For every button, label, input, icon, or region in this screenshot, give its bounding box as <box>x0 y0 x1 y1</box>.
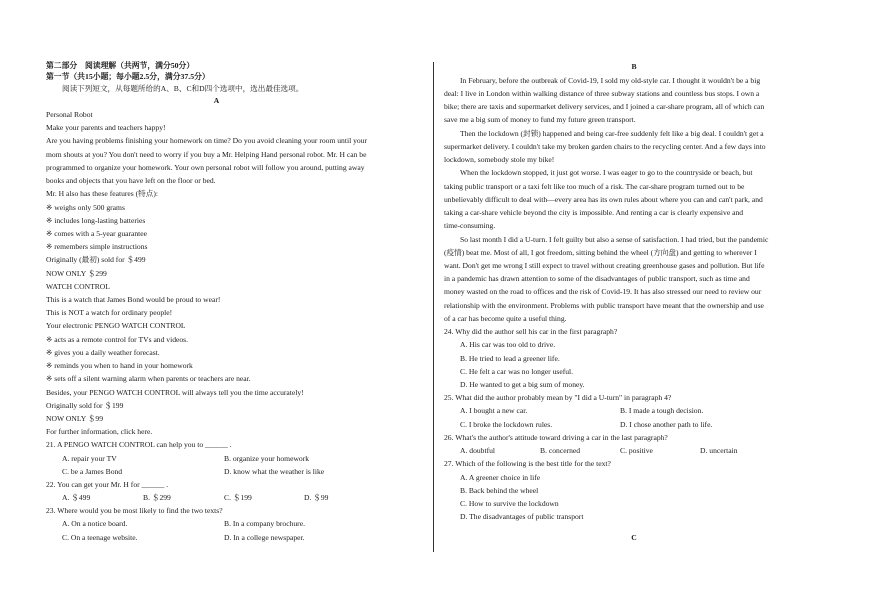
feature-item: ※ sets off a silent warning alarm when parents or teachers are near. <box>46 374 251 383</box>
feature-item: ※ includes long-lasting batteries <box>46 216 146 225</box>
question-22-option-b: B. ＄299 <box>143 493 171 502</box>
question-22-stem: 22. You can get your Mr. H for ______ . <box>46 480 169 489</box>
question-21-stem: 21. A PENGO WATCH CONTROL can help you to ______ . <box>46 440 232 449</box>
passage-line: Make your parents and teachers happy! <box>46 123 166 132</box>
passage-line: books and objects that you have left on the floor or bed. <box>46 176 216 185</box>
passage-line: of a car has become quite a useful thing. <box>444 314 567 323</box>
passage-line: This is a watch that James Bond would be proud to wear! <box>46 295 221 304</box>
question-26-stem: 26. What's the author's attitude toward driving a car in the last paragraph? <box>444 433 668 442</box>
passage-line: bike; there are taxis and supermarket delivery services, and I joined a car-share program, all of which can <box>444 102 765 111</box>
question-21-option-c: C. be a James Bond <box>62 467 123 476</box>
question-22-option-d: D. ＄99 <box>304 493 329 502</box>
passage-line: In February, before the outbreak of Covid-19, I sold my old-style car. I thought it wouldn't be a big <box>460 76 761 85</box>
passage-line: money wasted on the road to offices and the risk of Covid-19. It has also stressed our need to review our <box>444 287 762 296</box>
passage-line: Personal Robot <box>46 110 93 119</box>
passage-line: relationship with the environment. Problems with public transport have meant that the ownership and use <box>444 301 764 310</box>
passage-line: When the lockdown stopped, it just got worse. I was eager to go to the countryside or beach, but <box>460 168 753 177</box>
passage-line: Your electronic PENGO WATCH CONTROL <box>46 321 186 330</box>
question-23-option-c: C. On a teenage website. <box>62 533 138 542</box>
price-line: Originally sold for ＄199 <box>46 401 124 410</box>
question-23-option-b: B. In a company brochure. <box>224 519 305 528</box>
question-27-option-c: C. How to survive the lockdown <box>460 499 559 508</box>
question-26-option-d: D. uncertain <box>700 446 738 455</box>
question-25-option-d: D. I chose another path to life. <box>620 420 713 429</box>
question-24-option-a: A. His car was too old to drive. <box>460 340 556 349</box>
passage-line: For further information, click here. <box>46 427 153 436</box>
passage-a-label: A <box>213 96 220 105</box>
question-23-stem: 23. Where would you be most likely to find the two texts? <box>46 506 223 515</box>
passage-line: This is NOT a watch for ordinary people! <box>46 308 173 317</box>
question-26-option-a: A. doubtful <box>460 446 496 455</box>
passage-line: unbelievably difficult to deal with—every area has its own rules about where you can and can't park, and <box>444 195 763 204</box>
passage-line: So last month I did a U-turn. I felt guilty but also a sense of satisfaction. I had tried, but the pandemic <box>460 235 769 244</box>
passage-line: want. Don't get me wrong I still expect to travel without creating greenhouse gases and pollution. But life <box>444 261 765 270</box>
question-25-stem: 25. What did the author probably mean by "I did a U-turn" in paragraph 4? <box>444 393 672 402</box>
question-24-option-d: D. He wanted to get a big sum of money. <box>460 380 585 389</box>
question-27-option-b: B. Back behind the wheel <box>460 486 539 495</box>
question-21-option-d: D. know what the weather is like <box>224 467 325 476</box>
passage-line: programmed to organize your homework. Your own personal robot will follow you around, putting away <box>46 163 365 172</box>
passage-line: Mr. H also has these features (特点): <box>46 189 158 198</box>
subsection-heading: 第一节（共15小题；每小题2.5分，满分37.5分） <box>46 72 210 81</box>
price-line: NOW ONLY ＄299 <box>46 269 107 278</box>
question-25-option-c: C. I broke the lockdown rules. <box>460 420 553 429</box>
question-27-option-a: A. A greener choice in life <box>460 473 541 482</box>
question-23-option-a: A. On a notice board. <box>62 519 128 528</box>
feature-item: ※ comes with a 5-year guarantee <box>46 229 148 238</box>
passage-line: taking public transport or a taxi felt like too much of a risk. The car-share program turned out to be <box>444 182 745 191</box>
instruction-text: 阅读下列短文，从每题所给的A、B、C和D四个选项中，选出最佳选项。 <box>62 84 304 93</box>
question-27-stem: 27. Which of the following is the best title for the text? <box>444 459 611 468</box>
passage-line: supermarket delivery. I couldn't take my broken garden chairs to the recycling center. And a few days into <box>444 142 766 151</box>
question-24-stem: 24. Why did the author sell his car in the first paragraph? <box>444 327 618 336</box>
feature-item: ※ acts as a remote control for TVs and videos. <box>46 335 189 344</box>
question-25-option-b: B. I made a tough decision. <box>620 406 704 415</box>
question-24-option-b: B. He tried to lead a greener life. <box>460 354 560 363</box>
passage-line: Besides, your PENGO WATCH CONTROL will always tell you the time accurately! <box>46 388 304 397</box>
price-line: Originally (最初) sold for ＄499 <box>46 255 146 264</box>
passage-line: Are you having problems finishing your homework on time? Do you avoid cleaning your room until your <box>46 136 367 145</box>
passage-c-label: C <box>631 533 637 542</box>
price-line: NOW ONLY ＄99 <box>46 414 104 423</box>
passage-line: deal: I live in London within walking distance of three subway stations and countless bus stops. I own a <box>444 89 760 98</box>
passage-line: time-consuming. <box>444 221 496 230</box>
question-26-option-c: C. positive <box>620 446 653 455</box>
question-21-option-a: A. repair your TV <box>62 454 117 463</box>
question-24-option-c: C. He felt a car was no longer useful. <box>460 367 574 376</box>
question-22-option-c: C. ＄199 <box>224 493 252 502</box>
passage-line: save me a big sum of money to fund my future green transport. <box>444 115 636 124</box>
question-25-option-a: A. I bought a new car. <box>460 406 528 415</box>
passage-line: (疫情) beat me. Most of all, I got freedom, sitting behind the wheel (方向盘) and getting to wherever I <box>444 248 757 257</box>
feature-item: ※ remembers simple instructions <box>46 242 148 251</box>
passage-line: taking a car-share vehicle beyond the city is impossible. And renting a car is clearly expensive and <box>444 208 744 217</box>
right-column <box>434 0 870 614</box>
feature-item: ※ weighs only 500 grams <box>46 203 125 212</box>
question-22-option-a: A. ＄499 <box>62 493 91 502</box>
section-heading: 第二部分 阅读理解（共两节，满分50分） <box>46 61 195 70</box>
passage-b-label: B <box>631 62 637 71</box>
passage-line: lockdown, somebody stole my bike! <box>444 155 555 164</box>
passage-line: in a pandemic has drawn attention to some of the disadvantages of public transport, such as time and <box>444 274 750 283</box>
left-column <box>0 0 433 614</box>
passage-line: Then the lockdown (封锁) happened and being car-free suddenly felt like a big deal. I couldn't get a <box>460 129 764 138</box>
feature-item: ※ reminds you when to hand in your homework <box>46 361 193 370</box>
ad-title: WATCH CONTROL <box>46 282 110 291</box>
question-23-option-d: D. In a college newspaper. <box>224 533 305 542</box>
feature-item: ※ gives you a daily weather forecast. <box>46 348 160 357</box>
passage-line: mom shouts at you? You don't need to worry if you buy a Mr. Helping Hand personal robot. Mr. H can be <box>46 150 367 159</box>
question-21-option-b: B. organize your homework <box>224 454 310 463</box>
question-27-option-d: D. The disadvantages of public transport <box>460 512 584 521</box>
question-26-option-b: B. concerned <box>540 446 581 455</box>
